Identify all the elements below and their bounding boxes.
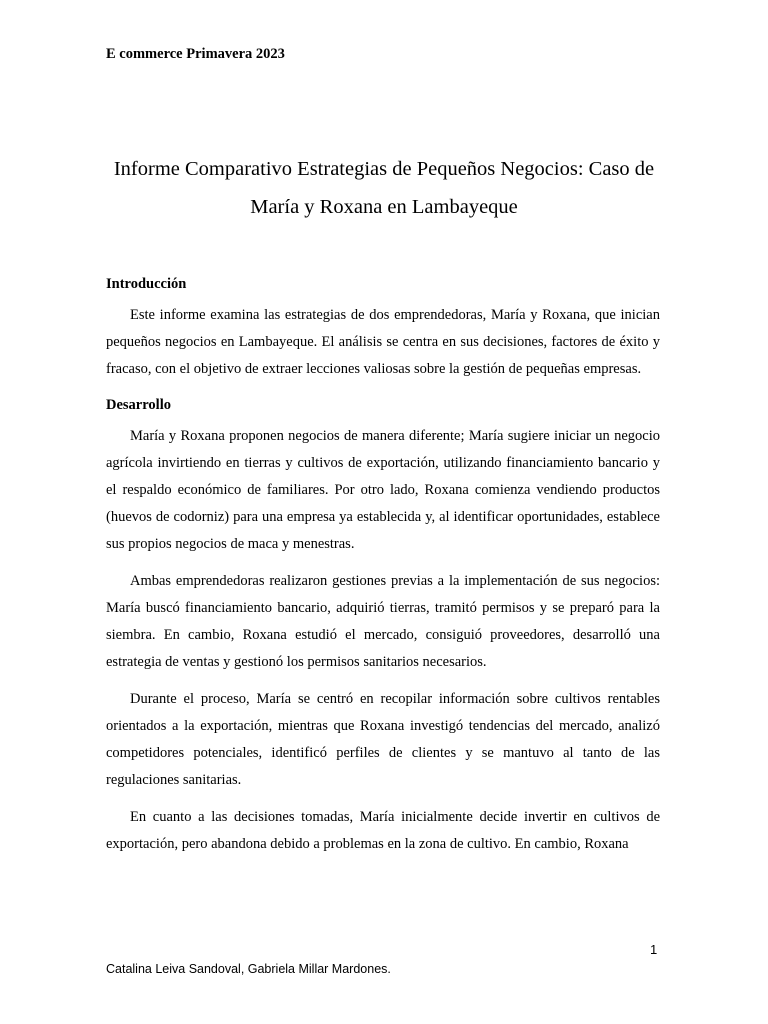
development-paragraph-2: Ambas emprendedoras realizaron gestiones previas a la implementación de sus negocios: María buscó financiamiento bancario, adquirió tierras, tramitó permisos y se preparó para la siembra. En cambio, Roxana estudió el mercado, consiguió proveedores, desarrolló una estrategia de ventas y gestionó los permisos sanitarios necesarios. (106, 573, 660, 670)
development-paragraph-1: María y Roxana proponen negocios de manera diferente; María sugiere iniciar un negocio agrícola invirtiendo en tierras y cultivos de exportación, utilizando financiamiento bancario y el respaldo económico de familiares. Por otro lado, Roxana comienza vendiendo productos (huevos de codorniz) para una empresa ya establecida y, al identificar oportunidades, establece sus propios negocios de maca y menestras. (106, 428, 660, 552)
introduction-paragraph: Este informe examina las estrategias de dos emprendedoras, María y Roxana, que inician pequeños negocios en Lambayeque. El análisis se centra en sus decisiones, factores de éxito y fracaso, con el objetivo de extraer lecciones valiosas sobre la gestión de pequeñas empresas. (106, 307, 660, 377)
document-body (106, 272, 660, 868)
document-title (90, 150, 678, 226)
development-heading: Desarrollo (106, 397, 171, 413)
development-paragraph-3: Durante el proceso, María se centró en recopilar información sobre cultivos rentables orientados a la exportación, mientras que Roxana investigó tendencias del mercado, analizó competidores potenciales, identificó perfiles de clientes y se mantuvo al tanto de las regulaciones sanitarias. (106, 691, 660, 788)
development-paragraph-4: En cuanto a las decisiones tomadas, María inicialmente decide invertir en cultivos de exportación, pero abandona debido a problemas en la zona de cultivo. En cambio, Roxana (106, 809, 660, 852)
page-header: E commerce Primavera 2023 (106, 46, 285, 62)
introduction-heading: Introducción (106, 276, 187, 292)
title-line-2: María y Roxana en Lambayeque (250, 196, 518, 218)
page-footer: Catalina Leiva Sandoval, Gabriela Millar Mardones. (106, 962, 391, 976)
title-line-1: Informe Comparativo Estrategias de Pequeños Negocios: Caso de (113, 158, 655, 180)
page-number: 1 (650, 942, 658, 957)
